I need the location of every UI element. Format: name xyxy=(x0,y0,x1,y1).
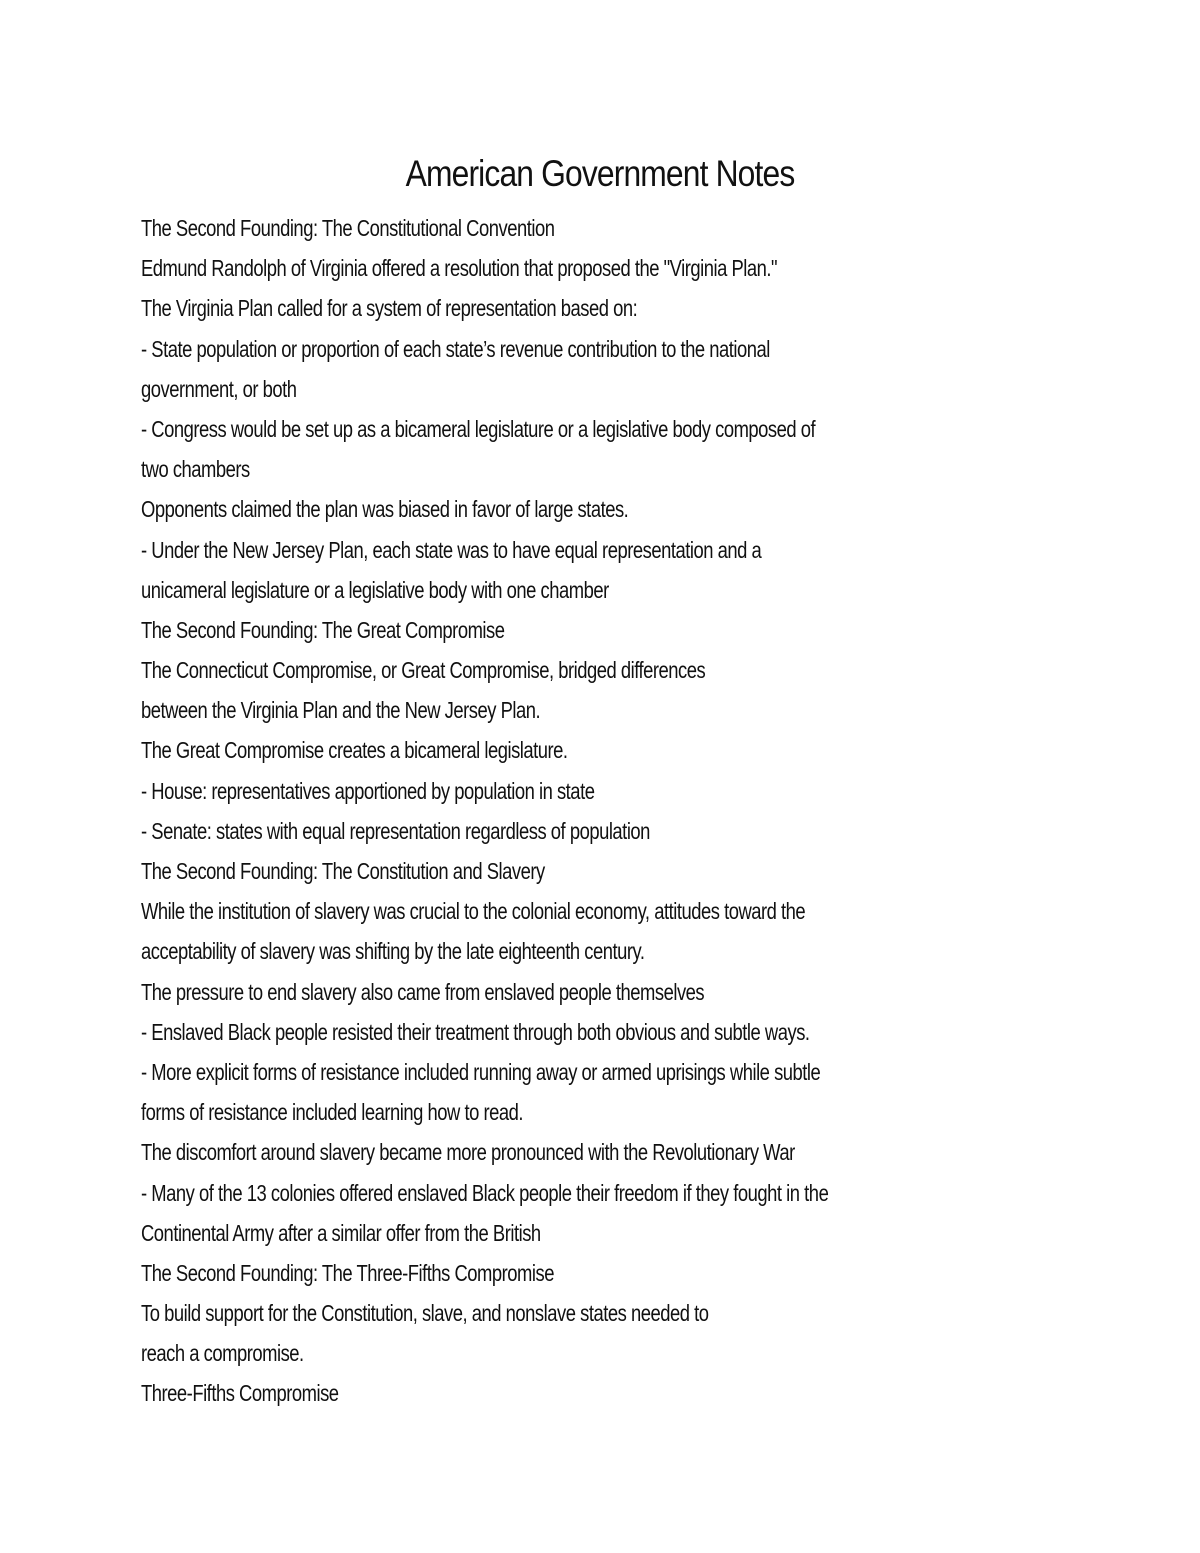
text-line: reach a compromise. xyxy=(141,1340,304,1367)
text-line: between the Virginia Plan and the New Jersey Plan. xyxy=(141,697,541,724)
text-line: - Many of the 13 colonies offered enslaved Black people their freedom if they fought in the xyxy=(141,1179,829,1206)
text-line: - House: representatives apportioned by population in state xyxy=(141,777,595,804)
text-line: The Virginia Plan called for a system of representation based on: xyxy=(141,295,638,322)
text-line: Continental Army after a similar offer from the British xyxy=(141,1219,541,1246)
text-line: two chambers xyxy=(141,456,250,483)
text-line: - More explicit forms of resistance included running away or armed uprisings while subtle xyxy=(141,1058,821,1085)
text-line: The discomfort around slavery became more pronounced with the Revolutionary War xyxy=(141,1139,795,1166)
text-line: unicameral legislature or a legislative body with one chamber xyxy=(141,576,609,603)
text-line: The Great Compromise creates a bicameral legislature. xyxy=(141,737,568,764)
text-line: While the institution of slavery was crucial to the colonial economy, attitudes toward the xyxy=(141,898,806,925)
text-line: The Connecticut Compromise, or Great Compromise, bridged differences xyxy=(141,657,706,684)
text-line: Edmund Randolph of Virginia offered a resolution that proposed the "Virginia Plan." xyxy=(141,255,778,282)
text-line: forms of resistance included learning how to read. xyxy=(141,1099,524,1126)
text-line: The Second Founding: The Constitutional Convention xyxy=(141,215,555,241)
text-line: - Congress would be set up as a bicameral legislature or a legislative body composed of xyxy=(141,415,816,442)
notes-body xyxy=(141,208,1141,1414)
text-line: To build support for the Constitution, slave, and nonslave states needed to xyxy=(141,1300,709,1327)
text-line: - Senate: states with equal representation regardless of population xyxy=(141,817,650,844)
text-line: Three-Fifths Compromise xyxy=(141,1380,339,1407)
text-line: government, or both xyxy=(141,375,297,402)
text-line: The Second Founding: The Constitution and Slavery xyxy=(141,858,545,884)
text-line: The pressure to end slavery also came from enslaved people themselves xyxy=(141,978,705,1005)
text-line: Opponents claimed the plan was biased in favor of large states. xyxy=(141,496,629,523)
text-line: - Under the New Jersey Plan, each state was to have equal representation and a xyxy=(141,536,762,563)
text-line: The Second Founding: The Three-Fifths Compromise xyxy=(141,1259,554,1286)
text-line: - State population or proportion of each state’s revenue contribution to the national xyxy=(141,335,770,362)
text-line: acceptability of slavery was shifting by the late eighteenth century. xyxy=(141,938,645,965)
text-line: The Second Founding: The Great Compromise xyxy=(141,616,505,643)
document-title: American Government Notes xyxy=(405,153,795,194)
text-line: - Enslaved Black people resisted their treatment through both obvious and subtle ways. xyxy=(141,1018,810,1045)
